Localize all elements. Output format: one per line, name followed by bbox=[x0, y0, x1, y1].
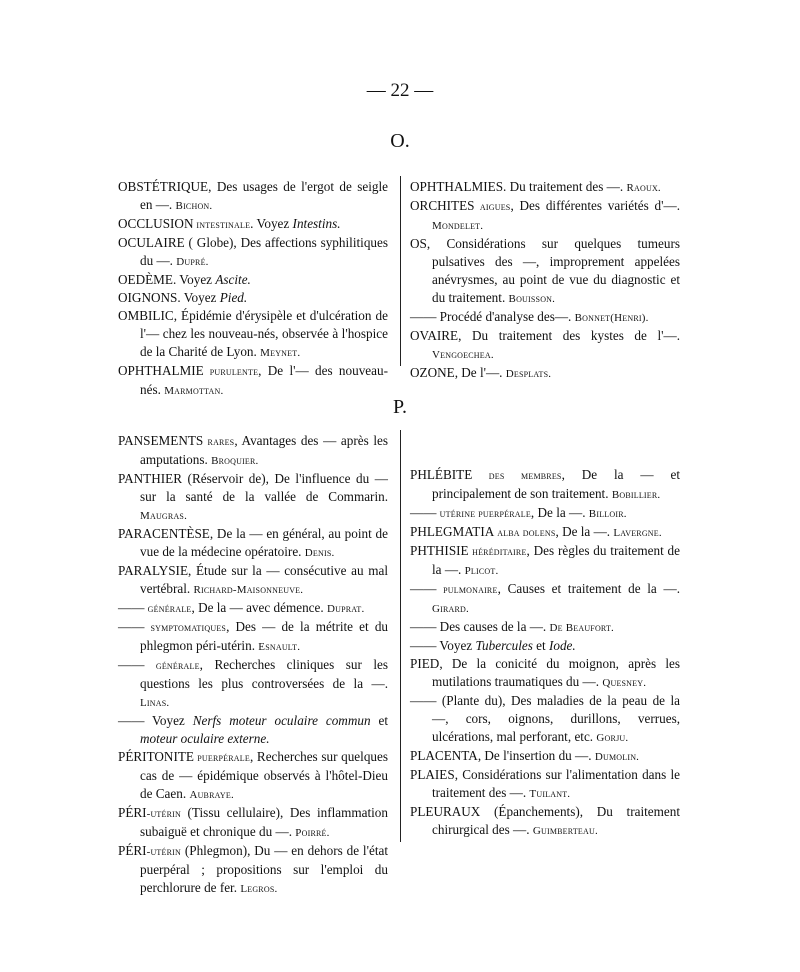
index-entry bbox=[410, 655, 680, 692]
entry-text: et bbox=[532, 638, 549, 653]
entry-smallcaps: Billoir. bbox=[588, 508, 627, 520]
entry-heading: OZONE bbox=[410, 365, 455, 380]
entry-smallcaps: Poirré. bbox=[295, 827, 330, 839]
entry-text: , Causes et traitement de la —. bbox=[497, 581, 680, 596]
entry-heading: OPHTHALMIES bbox=[410, 179, 504, 194]
entry-text: , Épidémie d'érysipèle et d'ulcération de l'— chez les nouveau-nés, observée à l'hospice de la Charité de Lyon. bbox=[140, 308, 388, 359]
entry-heading: PLAIES bbox=[410, 767, 455, 782]
index-entry bbox=[118, 525, 388, 562]
entry-heading: PANSEMENTS bbox=[118, 433, 204, 448]
index-entry bbox=[118, 748, 388, 804]
entry-smallcaps: De Beaufort. bbox=[549, 622, 615, 634]
entry-text: , Considérations sur l'alimentation dans le traitement des —. bbox=[432, 767, 680, 800]
entry-smallcaps: Meynet. bbox=[260, 347, 301, 359]
index-entry bbox=[118, 307, 388, 362]
entry-text: , Avantages des — après les amputations. bbox=[140, 433, 388, 467]
entry-heading: PARACENTÈSE bbox=[118, 526, 210, 541]
entry-italic: moteur oculaire externe. bbox=[140, 731, 270, 746]
entry-text: , De la — avec démence. bbox=[191, 600, 327, 615]
entry-text: , Étude sur la — consécutive au mal vertébral. bbox=[140, 563, 388, 596]
entry-italic: Ascite. bbox=[215, 272, 251, 287]
entry-text: , De l'—. bbox=[454, 365, 506, 380]
entry-text: et bbox=[370, 713, 388, 728]
index-entry bbox=[118, 656, 388, 712]
section-p-right-column bbox=[410, 466, 680, 840]
entry-smallcaps: Bouisson. bbox=[508, 293, 556, 305]
entry-smallcaps: utérine puerpérale bbox=[439, 508, 531, 520]
entry-smallcaps: Dumolin. bbox=[594, 751, 640, 763]
entry-smallcaps: alba dolens bbox=[494, 527, 556, 539]
entry-heading: OS bbox=[410, 236, 427, 251]
entry-smallcaps: Desplats. bbox=[505, 368, 552, 380]
entry-smallcaps: Bichon. bbox=[175, 200, 213, 212]
entry-heading: PIED bbox=[410, 656, 440, 671]
entry-text: , De la — et principalement de son traitement. bbox=[432, 467, 680, 501]
entry-text: (Tissu cellulaire), Des inflammation subaiguë et chronique du —. bbox=[140, 805, 388, 839]
entry-smallcaps: Broquier. bbox=[211, 455, 259, 467]
index-entry bbox=[410, 542, 680, 580]
section-heading-o: O. bbox=[390, 130, 410, 152]
index-entry bbox=[410, 803, 680, 840]
entry-heading: OBSTÉTRIQUE bbox=[118, 179, 209, 194]
section-heading-p: P. bbox=[393, 396, 407, 418]
entry-text: , Recherches cliniques sur les questions les plus controversées de la —. bbox=[140, 657, 388, 691]
page-number: — 22 — bbox=[366, 80, 434, 101]
entry-smallcaps: Tuilant. bbox=[529, 788, 571, 800]
entry-heading: ORCHITES bbox=[410, 198, 475, 213]
entry-text: , De la — en général, au point de vue de la médecine opératoire. bbox=[140, 526, 388, 559]
entry-text: , De la —. bbox=[530, 505, 589, 520]
entry-smallcaps: -utérin bbox=[146, 808, 181, 820]
column-divider bbox=[400, 176, 401, 366]
entry-smallcaps: intestinale bbox=[193, 219, 251, 231]
entry-heading: OEDÈME bbox=[118, 272, 173, 287]
entry-smallcaps: Guimberteau. bbox=[532, 825, 598, 837]
entry-heading: PHLEGMATIA bbox=[410, 524, 495, 539]
entry-smallcaps: Vengoechea. bbox=[432, 349, 494, 361]
entry-text: —— Des causes de la —. bbox=[410, 619, 550, 634]
entry-smallcaps: Esnault. bbox=[258, 641, 301, 653]
entry-italic: Intestins. bbox=[292, 216, 341, 231]
index-entry bbox=[410, 364, 680, 383]
entry-text: (Réservoir de), De l'influence du — sur la santé de la vallée de Commarin. bbox=[140, 471, 388, 504]
entry-text: , Des différentes variétés d'—. bbox=[510, 198, 680, 213]
index-entry bbox=[410, 618, 680, 637]
entry-text: —— bbox=[410, 581, 444, 596]
entry-smallcaps: Raoux. bbox=[626, 182, 661, 194]
entry-text: , De la conicité du moignon, après les mutilations traumatiques du —. bbox=[432, 656, 680, 689]
index-entry bbox=[118, 562, 388, 599]
entry-text: . Du traitement des —. bbox=[503, 179, 627, 194]
section-o-left-column bbox=[118, 178, 388, 400]
entry-text: , De l'insertion du —. bbox=[477, 748, 595, 763]
entry-italic: Nerfs moteur oculaire commun bbox=[192, 713, 371, 728]
index-entry bbox=[118, 470, 388, 525]
entry-text: . Voyez bbox=[172, 272, 216, 287]
section-p-left-column bbox=[118, 432, 388, 898]
index-entry bbox=[410, 580, 680, 618]
entry-italic: Tubercules bbox=[475, 638, 533, 653]
entry-text: . Voyez bbox=[177, 290, 220, 305]
entry-smallcaps: générale bbox=[155, 660, 200, 672]
entry-heading: PLEURAUX bbox=[410, 804, 481, 819]
entry-smallcaps: Legros. bbox=[240, 883, 278, 895]
index-entry bbox=[118, 432, 388, 470]
entry-heading: PHLÉBITE bbox=[410, 467, 473, 482]
index-entry bbox=[118, 842, 388, 898]
entry-text: —— (Plante du), Des maladies de la peau de la —, cors, oignons, durillons, verrues, ulcérations, mal perforant, etc. bbox=[410, 693, 680, 744]
entry-text: —— Procédé d'analyse des—. bbox=[410, 309, 575, 324]
index-entry bbox=[118, 215, 388, 234]
entry-heading: OCULAIRE bbox=[118, 235, 185, 250]
index-entry bbox=[410, 747, 680, 766]
entry-smallcaps: Quesney. bbox=[602, 677, 647, 689]
entry-text: , Du traitement des kystes de l'—. bbox=[458, 328, 680, 343]
entry-text: . Voyez bbox=[250, 216, 293, 231]
entry-text: , Considérations sur quelques tumeurs pulsatives des —, improprement appelées anévrysmes, au point de vue du diagnostic et du traitement. bbox=[426, 236, 680, 305]
entry-smallcaps: générale bbox=[147, 603, 192, 615]
entry-text: ( Globe), Des affections syphilitiques du —. bbox=[140, 235, 388, 268]
entry-italic: Pied. bbox=[219, 290, 248, 305]
index-entry bbox=[118, 804, 388, 842]
entry-smallcaps: Richard-Maisonneuve. bbox=[193, 584, 304, 596]
entry-text: —— bbox=[118, 600, 148, 615]
entry-heading: PLACENTA bbox=[410, 748, 478, 763]
entry-smallcaps: pulmonaire bbox=[443, 584, 498, 596]
entry-heading: PÉRI bbox=[118, 843, 147, 858]
column-divider bbox=[400, 430, 401, 842]
index-entry bbox=[410, 766, 680, 803]
index-entry bbox=[410, 504, 680, 523]
entry-text: —— Voyez bbox=[118, 713, 193, 728]
index-entry bbox=[410, 235, 680, 308]
entry-smallcaps: symptomatiques bbox=[150, 622, 227, 634]
entry-smallcaps: Lavergne. bbox=[613, 527, 662, 539]
entry-smallcaps: Linas. bbox=[140, 697, 170, 709]
entry-text: , De la —. bbox=[555, 524, 614, 539]
entry-text: —— bbox=[410, 505, 440, 520]
entry-text: , De l'— des nouveau-nés. bbox=[140, 363, 388, 397]
entry-smallcaps: Plicot. bbox=[464, 565, 499, 577]
entry-heading: PÉRITONITE bbox=[118, 749, 194, 764]
index-entry bbox=[118, 362, 388, 400]
index-entry bbox=[410, 466, 680, 504]
entry-text: , Recherches sur quelques cas de — épidémique observés à l'hôtel-Dieu de Caen. bbox=[140, 749, 388, 801]
entry-heading: PANTHIER bbox=[118, 471, 182, 486]
index-entry bbox=[118, 289, 388, 307]
index-entry bbox=[118, 271, 388, 289]
entry-heading: PHTHISIE bbox=[410, 543, 469, 558]
entry-smallcaps: Gorju. bbox=[596, 732, 629, 744]
entry-smallcaps: puerpérale bbox=[193, 752, 250, 764]
entry-text: , Des usages de l'ergot de seigle en —. bbox=[140, 179, 388, 212]
index-entry bbox=[118, 599, 388, 618]
entry-smallcaps: Mondelet. bbox=[432, 220, 484, 232]
entry-heading: PARALYSIE bbox=[118, 563, 189, 578]
section-o-right-column bbox=[410, 178, 680, 383]
index-entry bbox=[410, 308, 680, 327]
entry-smallcaps: rares bbox=[203, 436, 235, 448]
entry-text: (Phlegmon), Du — en dehors de l'état puerpéral ; propositions sur l'emploi du perchlorure de fer. bbox=[140, 843, 388, 895]
index-entry bbox=[410, 197, 680, 235]
index-entry bbox=[118, 618, 388, 656]
entry-smallcaps: Bonnet(Henri). bbox=[574, 312, 649, 324]
index-entry bbox=[118, 178, 388, 215]
index-entry bbox=[118, 234, 388, 271]
entry-heading: OPHTHALMIE bbox=[118, 363, 204, 378]
entry-heading: PÉRI bbox=[118, 805, 147, 820]
entry-smallcaps: purulente bbox=[203, 366, 259, 378]
index-entry bbox=[410, 178, 680, 197]
entry-smallcaps: Aubraye. bbox=[189, 789, 234, 801]
entry-smallcaps: Marmottan. bbox=[164, 385, 224, 397]
index-entry bbox=[410, 637, 680, 655]
index-entry bbox=[410, 327, 680, 364]
index-entry bbox=[118, 712, 388, 748]
entry-heading: OIGNONS bbox=[118, 290, 178, 305]
index-entry bbox=[410, 692, 680, 747]
entry-smallcaps: héréditaire bbox=[468, 546, 527, 558]
entry-smallcaps: Bobillier. bbox=[611, 489, 661, 501]
entry-smallcaps: Denis. bbox=[304, 547, 335, 559]
entry-smallcaps: aigues bbox=[474, 201, 511, 213]
entry-smallcaps: Girard. bbox=[432, 603, 469, 615]
entry-smallcaps: Maugras. bbox=[140, 510, 188, 522]
entry-text: (Épanchements), Du traitement chirurgical des —. bbox=[432, 804, 680, 837]
entry-smallcaps: Duprat. bbox=[326, 603, 365, 615]
entry-text: —— bbox=[118, 619, 151, 634]
entry-heading: OMBILIC bbox=[118, 308, 174, 323]
entry-text: —— Voyez bbox=[410, 638, 476, 653]
entry-heading: OCCLUSION bbox=[118, 216, 194, 231]
entry-italic: Iode. bbox=[548, 638, 576, 653]
index-entry bbox=[410, 523, 680, 542]
entry-smallcaps: des membres bbox=[472, 470, 562, 482]
entry-text: , Des — de la métrite et du phlegmon péri-utérin. bbox=[140, 619, 389, 653]
entry-text: , Des règles du traitement de la —. bbox=[432, 543, 681, 577]
entry-smallcaps: Dupré. bbox=[176, 256, 209, 268]
entry-text: —— bbox=[118, 657, 156, 672]
entry-smallcaps: -utérin bbox=[146, 846, 181, 858]
entry-heading: OVAIRE bbox=[410, 328, 459, 343]
